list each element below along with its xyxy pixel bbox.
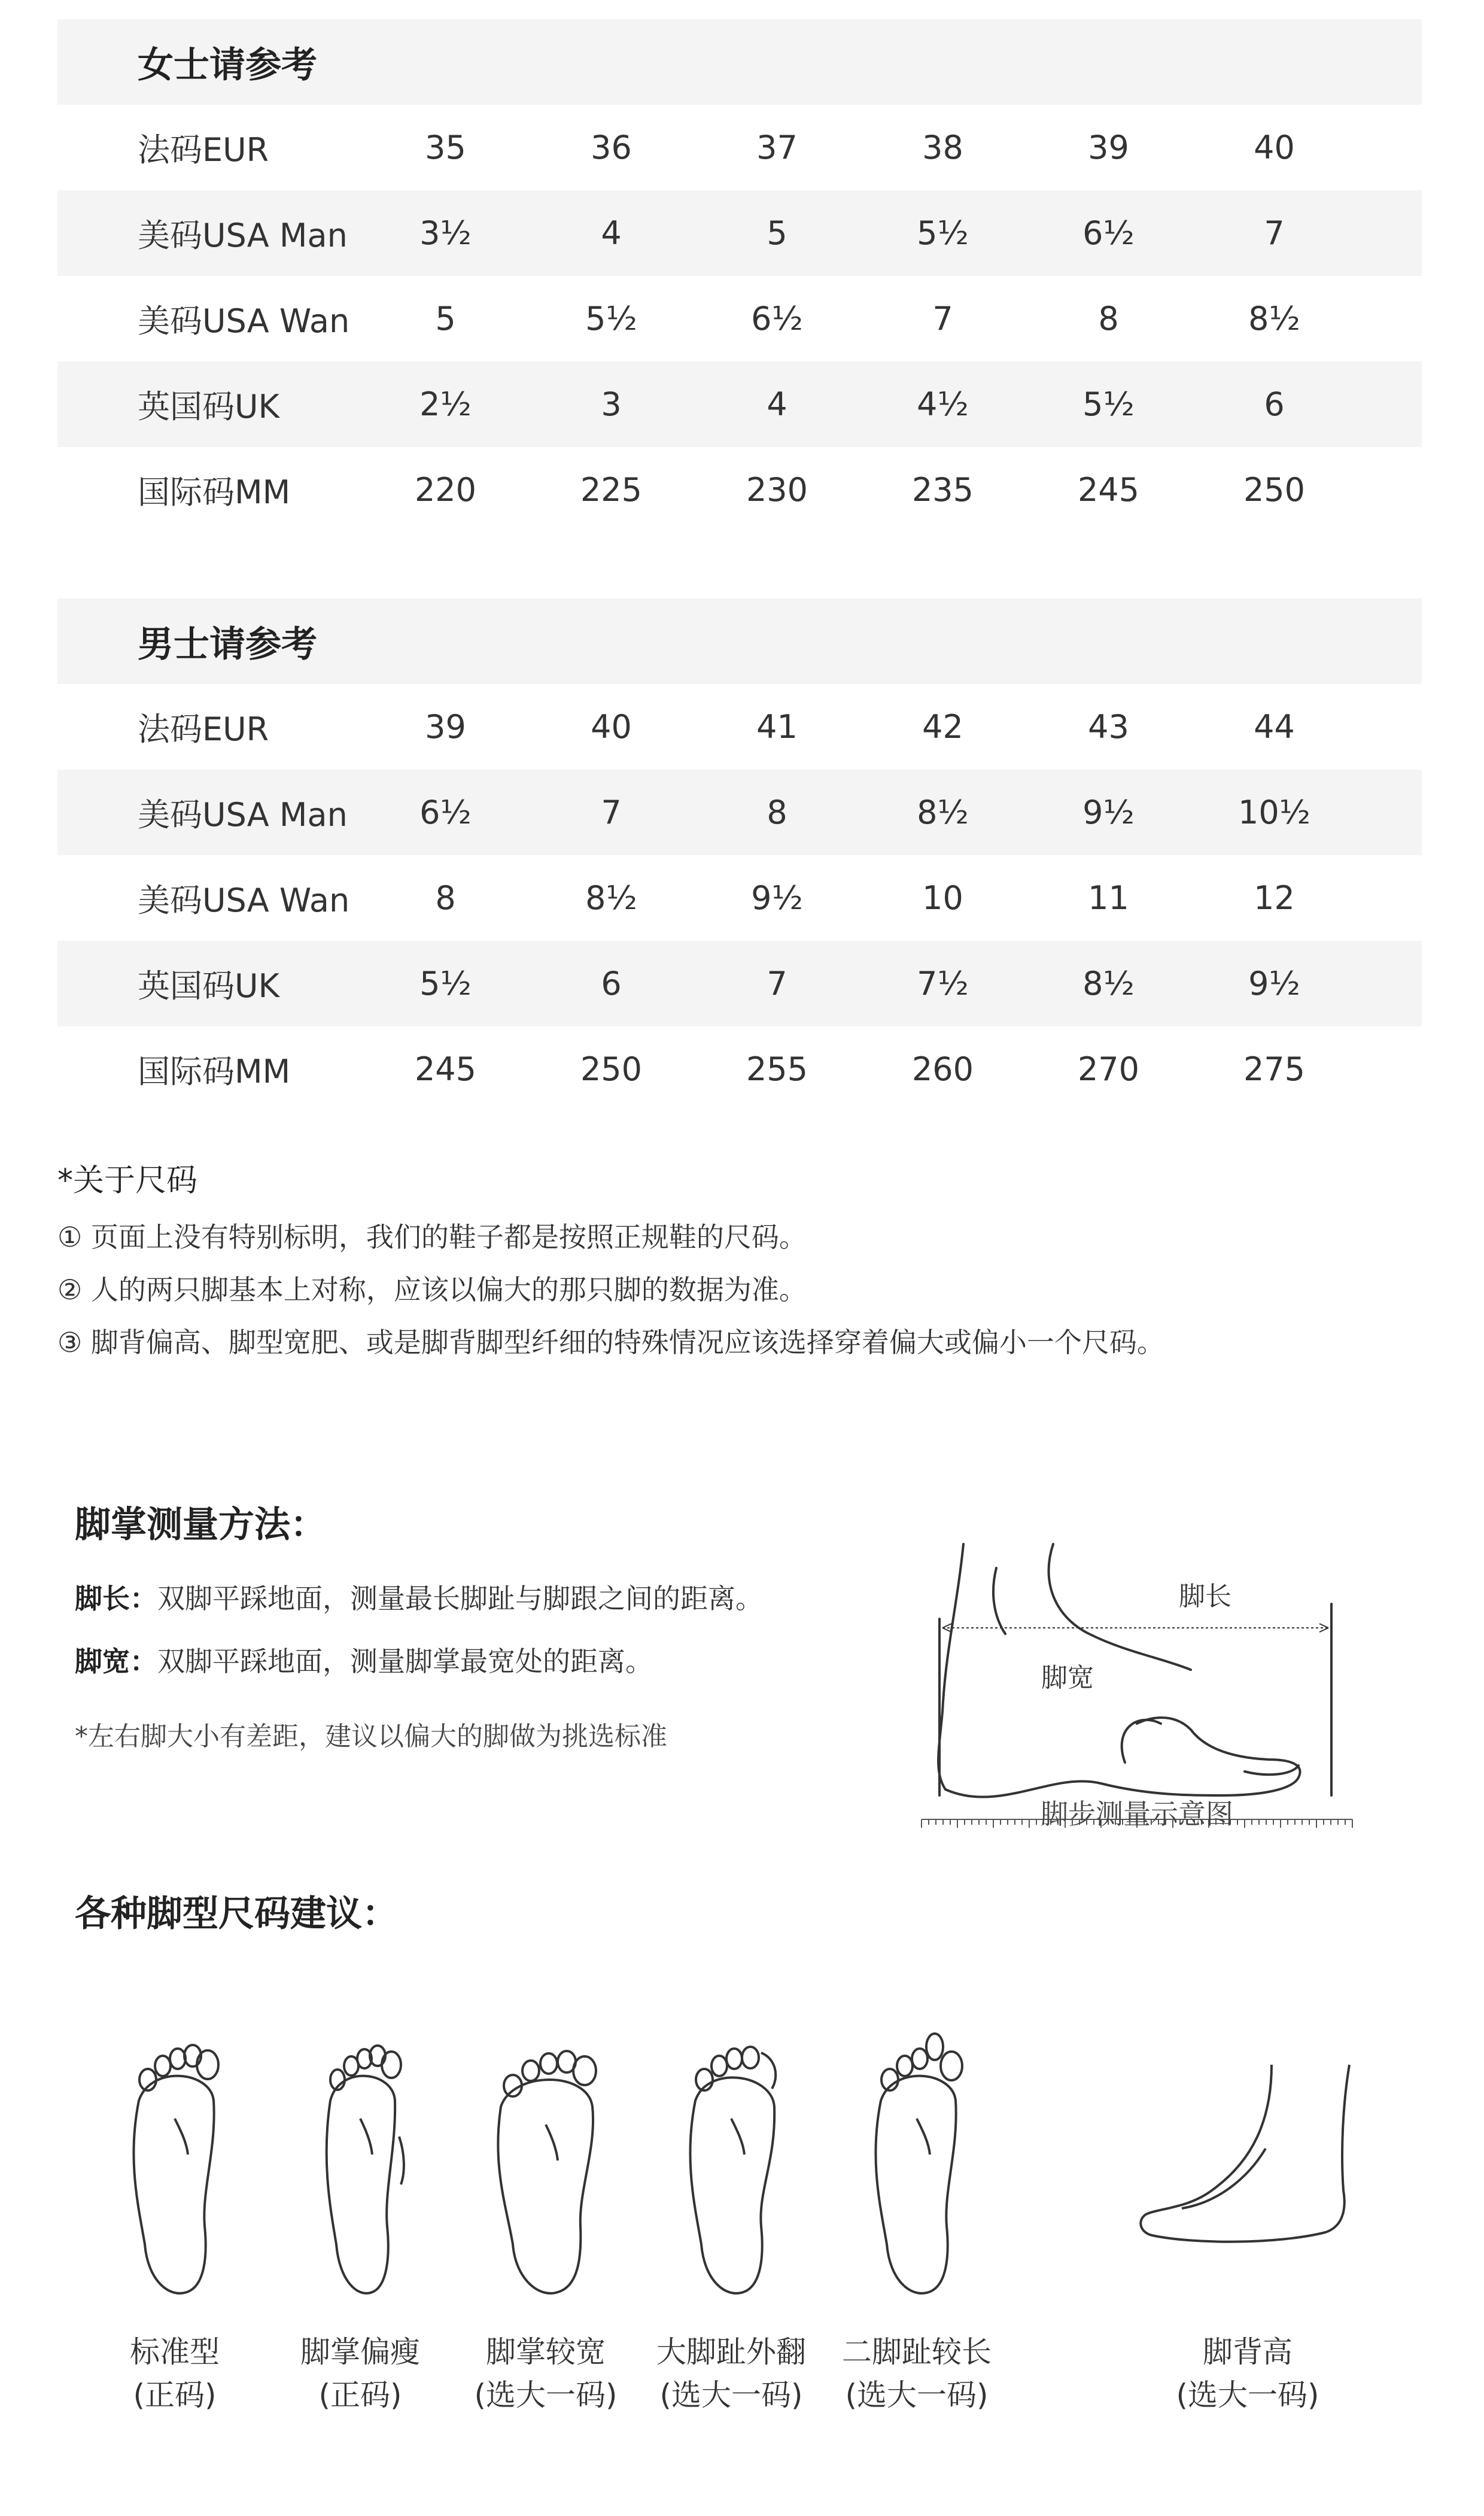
foot-type-advice: (选大一码) bbox=[474, 2378, 618, 2412]
size-cell: 10 bbox=[922, 879, 963, 917]
table-row bbox=[57, 770, 1422, 855]
row-label: 法码EUR bbox=[138, 710, 269, 748]
size-cell: 4 bbox=[767, 385, 787, 423]
table-row bbox=[57, 276, 1422, 361]
foot-types-title: 各种脚型尺码建议： bbox=[75, 1893, 398, 1935]
size-cell: 2½ bbox=[419, 385, 472, 423]
foot-type-name: 大脚趾外翻 bbox=[656, 2335, 806, 2369]
size-cell: 40 bbox=[591, 708, 632, 746]
size-cell: 270 bbox=[1077, 1050, 1140, 1088]
men-table-title: 男士请参考 bbox=[138, 623, 317, 666]
foot-type-name: 标准型 bbox=[130, 2335, 220, 2369]
table-row bbox=[57, 447, 1422, 533]
size-cell: 8½ bbox=[1082, 965, 1135, 1002]
size-cell: 8 bbox=[767, 794, 787, 831]
diagram-caption: 脚步测量示意图 bbox=[1041, 1798, 1233, 1830]
size-notes bbox=[57, 1155, 1164, 1369]
size-cell: 43 bbox=[1088, 708, 1129, 746]
foot-type-name: 脚掌偏瘦 bbox=[300, 2335, 420, 2369]
foot-type-name: 二脚趾较长 bbox=[842, 2335, 992, 2369]
size-cell: 5 bbox=[767, 214, 787, 252]
foot-type-wide bbox=[456, 2029, 635, 2412]
size-cell: 5 bbox=[435, 300, 456, 338]
size-cell: 8½ bbox=[1248, 300, 1300, 338]
table-row bbox=[57, 855, 1422, 941]
size-cell: 250 bbox=[580, 1050, 643, 1088]
foot-length-text: 双脚平踩地面，测量最长脚趾与脚跟之间的距离。 bbox=[157, 1582, 763, 1615]
size-cell: 8½ bbox=[585, 879, 637, 917]
size-cell: 8 bbox=[435, 879, 456, 917]
size-cell: 5½ bbox=[917, 214, 969, 252]
table-row bbox=[57, 105, 1422, 190]
foot-length-label: 脚长： bbox=[75, 1582, 157, 1615]
row-label: 美码USA Man bbox=[138, 217, 348, 254]
foot-length-instruction bbox=[75, 1577, 763, 1616]
row-label: 国际码MM bbox=[138, 473, 291, 511]
size-cell: 235 bbox=[911, 471, 974, 509]
measurement-note: *左右脚大小有差距，建议以偏大的脚做为挑选标准 bbox=[75, 1721, 667, 1752]
size-cell: 10½ bbox=[1237, 794, 1311, 831]
foot-width-instruction bbox=[75, 1640, 653, 1679]
size-cell: 7 bbox=[767, 965, 787, 1002]
size-cell: 44 bbox=[1254, 708, 1295, 746]
size-cell: 220 bbox=[414, 471, 477, 509]
foot-type-name: 脚背高 bbox=[1203, 2335, 1293, 2369]
row-label: 英国码UK bbox=[138, 967, 279, 1005]
size-cell: 7 bbox=[601, 794, 622, 831]
size-cell: 245 bbox=[414, 1050, 477, 1088]
size-cell: 255 bbox=[746, 1050, 808, 1088]
size-cell: 6½ bbox=[751, 300, 803, 338]
size-cell: 9½ bbox=[751, 879, 803, 917]
note-item: ③ 脚背偏高、脚型宽肥、或是脚背脚型纤细的特殊情况应该选择穿着偏大或偏小一个尺码。 bbox=[57, 1326, 1164, 1359]
size-cell: 42 bbox=[922, 708, 963, 746]
narrow-foot-icon bbox=[300, 2029, 420, 2304]
foot-type-advice: (选大一码) bbox=[1176, 2378, 1319, 2412]
foot-width-label: 脚宽： bbox=[75, 1645, 157, 1678]
toe-outline bbox=[1245, 1766, 1298, 1774]
size-cell: 39 bbox=[1088, 129, 1129, 166]
foot-type-name: 脚掌较宽 bbox=[486, 2335, 606, 2369]
size-cell: 7½ bbox=[917, 965, 969, 1002]
notes-title: *关于尺码 bbox=[57, 1163, 198, 1199]
foot-type-high-instep bbox=[1134, 2029, 1361, 2412]
foot-type-advice: (正码) bbox=[318, 2378, 402, 2412]
size-cell: 245 bbox=[1077, 471, 1140, 509]
foot-type-advice: (选大一码) bbox=[845, 2378, 989, 2412]
size-cell: 6½ bbox=[1082, 214, 1135, 252]
length-arrow-head-left bbox=[942, 1624, 951, 1632]
table-row bbox=[57, 190, 1422, 276]
size-cell: 40 bbox=[1254, 129, 1295, 166]
size-cell: 3½ bbox=[419, 214, 472, 252]
size-cell: 8½ bbox=[917, 794, 969, 831]
size-cell: 6 bbox=[601, 965, 622, 1002]
size-cell: 5½ bbox=[419, 965, 472, 1002]
size-cell: 9½ bbox=[1248, 965, 1300, 1002]
men-table-header bbox=[57, 598, 1422, 684]
size-cell: 5½ bbox=[585, 300, 637, 338]
size-cell: 6 bbox=[1264, 385, 1285, 423]
table-row bbox=[57, 684, 1422, 770]
bunion-foot-icon bbox=[671, 2029, 791, 2304]
foot-type-narrow bbox=[270, 2029, 450, 2412]
women-size-table bbox=[57, 19, 1422, 533]
size-cell: 250 bbox=[1243, 471, 1306, 509]
width-tag: 脚宽 bbox=[1041, 1663, 1094, 1693]
men-size-table bbox=[57, 598, 1422, 1112]
size-cell: 9½ bbox=[1082, 794, 1135, 831]
size-cell: 39 bbox=[425, 708, 466, 746]
women-table-title: 女士请参考 bbox=[138, 44, 317, 86]
table-row bbox=[57, 361, 1422, 447]
note-item: ① 页面上没有特别标明，我们的鞋子都是按照正规鞋的尺码。 bbox=[57, 1221, 807, 1253]
note-item: ② 人的两只脚基本上对称，应该以偏大的那只脚的数据为准。 bbox=[57, 1274, 807, 1306]
size-cell: 275 bbox=[1243, 1050, 1306, 1088]
standard-foot-icon bbox=[115, 2029, 235, 2304]
row-label: 法码EUR bbox=[138, 131, 269, 169]
size-cell: 8 bbox=[1098, 300, 1119, 338]
size-cell: 6½ bbox=[419, 794, 472, 831]
size-cell: 5½ bbox=[1082, 385, 1135, 423]
measurement-section bbox=[75, 1496, 763, 1752]
ankle-line bbox=[993, 1568, 1005, 1634]
size-cell: 4½ bbox=[917, 385, 969, 423]
high-instep-foot-icon bbox=[1134, 2029, 1361, 2304]
row-label: 美码USA Wan bbox=[138, 882, 350, 919]
row-label: 美码USA Man bbox=[138, 796, 348, 834]
foot-width-text: 双脚平踩地面，测量脚掌最宽处的距离。 bbox=[157, 1645, 653, 1678]
size-cell: 230 bbox=[746, 471, 808, 509]
foot-type-advice: (正码) bbox=[133, 2378, 217, 2412]
table-row bbox=[57, 1026, 1422, 1112]
row-label: 英国码UK bbox=[138, 388, 279, 426]
length-tag: 脚长 bbox=[1179, 1581, 1231, 1612]
size-cell: 7 bbox=[1264, 214, 1285, 252]
size-cell: 4 bbox=[601, 214, 622, 252]
foot-type-long-second-toe bbox=[827, 2029, 1006, 2412]
size-cell: 38 bbox=[922, 129, 963, 166]
size-cell: 12 bbox=[1254, 879, 1295, 917]
size-cell: 37 bbox=[756, 129, 798, 166]
size-cell: 35 bbox=[425, 129, 466, 166]
size-cell: 225 bbox=[580, 471, 643, 509]
long-second-toe-foot-icon bbox=[857, 2029, 977, 2304]
leg-back-outline bbox=[938, 1544, 963, 1789]
foot-type-standard bbox=[85, 2029, 264, 2412]
size-cell: 11 bbox=[1088, 879, 1129, 917]
size-cell: 36 bbox=[591, 129, 632, 166]
wide-foot-icon bbox=[486, 2029, 606, 2304]
size-cell: 41 bbox=[756, 708, 798, 746]
foot-type-bunion bbox=[641, 2029, 821, 2412]
width-arc bbox=[1122, 1720, 1161, 1763]
foot-type-advice: (选大一码) bbox=[659, 2378, 803, 2412]
size-cell: 260 bbox=[911, 1050, 974, 1088]
leg-front-outline bbox=[1049, 1544, 1191, 1670]
measurement-title: 脚掌测量方法： bbox=[75, 1504, 326, 1546]
size-cell: 7 bbox=[932, 300, 953, 338]
row-label: 美码USA Wan bbox=[138, 302, 350, 340]
table-row bbox=[57, 941, 1422, 1026]
women-table-header bbox=[57, 19, 1422, 105]
row-label: 国际码MM bbox=[138, 1053, 291, 1090]
size-cell: 3 bbox=[601, 385, 622, 423]
